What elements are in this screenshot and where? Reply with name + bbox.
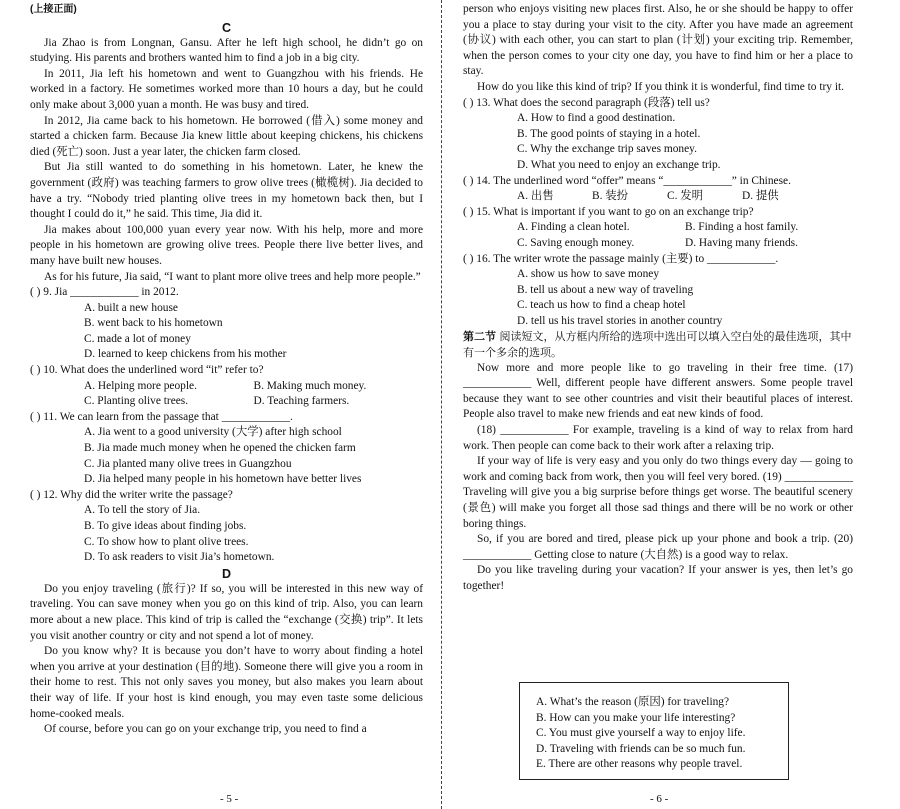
option: B. Making much money. xyxy=(253,379,367,392)
cloze-paragraph: So, if you are bored and tired, please pick up your phone and book a trip. (20) ____________ Getting close to nature (大自然) is a good way to relax. xyxy=(463,533,853,561)
option: D. What you need to enjoy an exchange trip. xyxy=(517,158,721,171)
cloze-paragraph: (18) ____________ For example, traveling is a kind of way to relax from hard work. Then people can come back to their work after a relaxing trip. xyxy=(463,424,853,452)
option: A. Jia went to a good university (大学) after high school xyxy=(84,426,342,439)
options-row xyxy=(517,189,853,205)
option: C. To show how to plant olive trees. xyxy=(84,535,249,548)
option: C. made a lot of money xyxy=(84,332,191,345)
option: D. To ask readers to visit Jia’s hometown. xyxy=(84,551,275,564)
cloze-paragraph: Now more and more people like to go traveling in their free time. (17) ____________ Well, different people have different answers. Some people travel because they want to see other countries and visit their beautiful places of interest. People also travel to make new friends and eat new kinds of food. xyxy=(463,361,853,421)
passage-c-paragraph: In 2012, Jia came back to his hometown. He borrowed (借入) some money and started a chicken farm. Because Jia knew little about keeping chickens, his chickens died (死亡) soon. Just a year later, the chicken farm closed. xyxy=(30,114,423,158)
question-11: ( ) 11. We can learn from the passage that ____________. xyxy=(30,410,293,423)
option: A. Finding a clean hotel. xyxy=(517,221,630,234)
page-divider xyxy=(441,0,442,809)
option: D. Jia helped many people in his hometown have better lives xyxy=(84,473,362,486)
question-14: ( ) 14. The underlined word “offer” means “____________” in Chinese. xyxy=(463,174,791,187)
cloze-paragraph: If your way of life is very easy and you only do two things every day — going to work and coming back from work, then you will feel very bored. (19) ____________ Traveling will give you a big surprise before things get worse. The beautiful scenery (景色) will make you forget all those sad things and there will be no work or other boring things. xyxy=(463,455,853,530)
box-option: B. How can you make your life interesting? xyxy=(536,711,736,724)
question-12: ( ) 12. Why did the writer write the passage? xyxy=(30,488,233,501)
options-row xyxy=(517,220,853,236)
box-option: C. You must give yourself a way to enjoy life. xyxy=(536,727,746,740)
option: A. How to find a good destination. xyxy=(517,112,676,125)
option: C. 发明 xyxy=(667,190,704,203)
part2-instructions-text: 阅读短文，从方框内所给的选项中选出可以填入空白处的最佳选项，其中有一个多余的选项。 xyxy=(463,330,852,360)
option: C. Why the exchange trip saves money. xyxy=(517,143,697,156)
question-15: ( ) 15. What is important if you want to go on an exchange trip? xyxy=(463,205,754,218)
options-box xyxy=(519,682,789,780)
box-option: E. There are other reasons why people travel. xyxy=(536,758,743,771)
passage-c-paragraph: In 2011, Jia left his hometown and went to Guangzhou with his friends. He worked in a factory. He sometimes worked more than 10 hours a day, but he could only make about 3,000 yuan a month. He was busy and tired. xyxy=(30,67,423,111)
option: C. Planting olive trees. xyxy=(84,395,189,408)
option: D. Having many friends. xyxy=(685,236,798,249)
option: A. 出售 xyxy=(517,190,554,203)
option: C. Jia planted many olive trees in Guangzhou xyxy=(84,457,292,470)
option: A. To tell the story of Jia. xyxy=(84,504,201,517)
option: B. tell us about a new way of traveling xyxy=(517,283,694,296)
passage-c-paragraph: But Jia still wanted to do something in his hometown. Later, he knew the government (政府) was teaching farmers to grow olive trees (橄榄树). Jia decided to have a try. “Nobody tried planting olive trees in my hometown back then, but I thought I could do it,” he said. This time, Jia did it. xyxy=(30,161,423,221)
option: C. Saving enough money. xyxy=(517,236,635,249)
section-d-title: D xyxy=(221,566,232,581)
option: B. went back to his hometown xyxy=(84,317,223,330)
option: B. 装扮 xyxy=(592,190,629,203)
option: A. built a new house xyxy=(84,301,178,314)
option: B. The good points of staying in a hotel. xyxy=(517,127,701,140)
passage-d-paragraph: Do you enjoy traveling (旅行)? If so, you will be interested in this new way of traveling. You can save money when you go on this kind of trip. Also, you can learn more about a new place. This kind of trip is called the “exchange (交换) trip”. It lets you visit another country or city and not spend a lot of money. xyxy=(30,582,423,642)
page-number-left: - 5 - xyxy=(220,793,239,805)
continued-header: (上接正面) xyxy=(30,4,77,15)
question-13: ( ) 13. What does the second paragraph (段落) tell us? xyxy=(463,96,710,109)
option: B. To give ideas about finding jobs. xyxy=(84,520,247,532)
options-row xyxy=(84,394,423,410)
option: D. learned to keep chickens from his mother xyxy=(84,348,287,361)
part2-instructions xyxy=(463,329,853,360)
box-option: D. Traveling with friends can be so much fun. xyxy=(536,742,746,755)
question-16: ( ) 16. The writer wrote the passage mainly (主要) to ____________. xyxy=(463,252,779,265)
options-row xyxy=(517,236,853,252)
option: B. Finding a host family. xyxy=(685,221,799,234)
part2-heading: 第二节 xyxy=(463,330,496,344)
passage-d-paragraph: Of course, before you can go on your exchange trip, you need to find a xyxy=(44,723,367,736)
passage-c-paragraph: Jia makes about 100,000 yuan every year now. With his help, more and more people in his hometown are growing olive trees. People there live better lives, and many have built new houses. xyxy=(30,223,423,267)
box-option: A. What’s the reason (原因) for traveling? xyxy=(536,696,730,708)
section-c-title: C xyxy=(221,20,232,35)
passage-c-paragraph: As for his future, Jia said, “I want to plant more olive trees and help more people.” xyxy=(44,270,421,283)
page-number-right: - 6 - xyxy=(650,793,669,805)
options-row xyxy=(84,379,423,395)
option: D. 提供 xyxy=(742,190,779,203)
left-page xyxy=(30,2,423,738)
passage-d-paragraph: How do you like this kind of trip? If you think it is wonderful, find time to try it. xyxy=(477,80,844,93)
question-10: ( ) 10. What does the underlined word “it” refer to? xyxy=(30,364,264,377)
cloze-paragraph: Do you like traveling during your vacation? If your answer is yes, then let’s go together! xyxy=(463,564,853,592)
question-9: ( ) 9. Jia ____________ in 2012. xyxy=(30,286,179,299)
option: D. Teaching farmers. xyxy=(253,395,350,408)
option: B. Jia made much money when he opened the chicken farm xyxy=(84,442,356,455)
right-page xyxy=(463,2,853,595)
option: A. Helping more people. xyxy=(84,379,197,392)
passage-d-continued: person who enjoys visiting new places first. Also, he or she should be happy to offer you a place to stay during your visit to the city. After you have made an agreement (协议) with each other, you can start to plan (计划) your exciting trip. Remember, when the person comes to your city one day, you have to find him or her a place to stay. xyxy=(463,3,853,78)
option: D. tell us his travel stories in another country xyxy=(517,314,723,327)
passage-c-paragraph: Jia Zhao is from Longnan, Gansu. After he left high school, he didn’t go on studying. His parents and brothers wanted him to find a job in a big city. xyxy=(30,36,423,65)
option: C. teach us how to find a cheap hotel xyxy=(517,299,686,312)
passage-d-paragraph: Do you know why? It is because you don’t have to worry about finding a hotel when you arrive at your destination (目的地). Someone there will give you a room in their home to rest. This not only saves you money, but also makes you learn about their way of life. If your host is kind enough, you may even taste some delicious home-cooked meals. xyxy=(30,645,423,720)
option: A. show us how to save money xyxy=(517,268,660,281)
